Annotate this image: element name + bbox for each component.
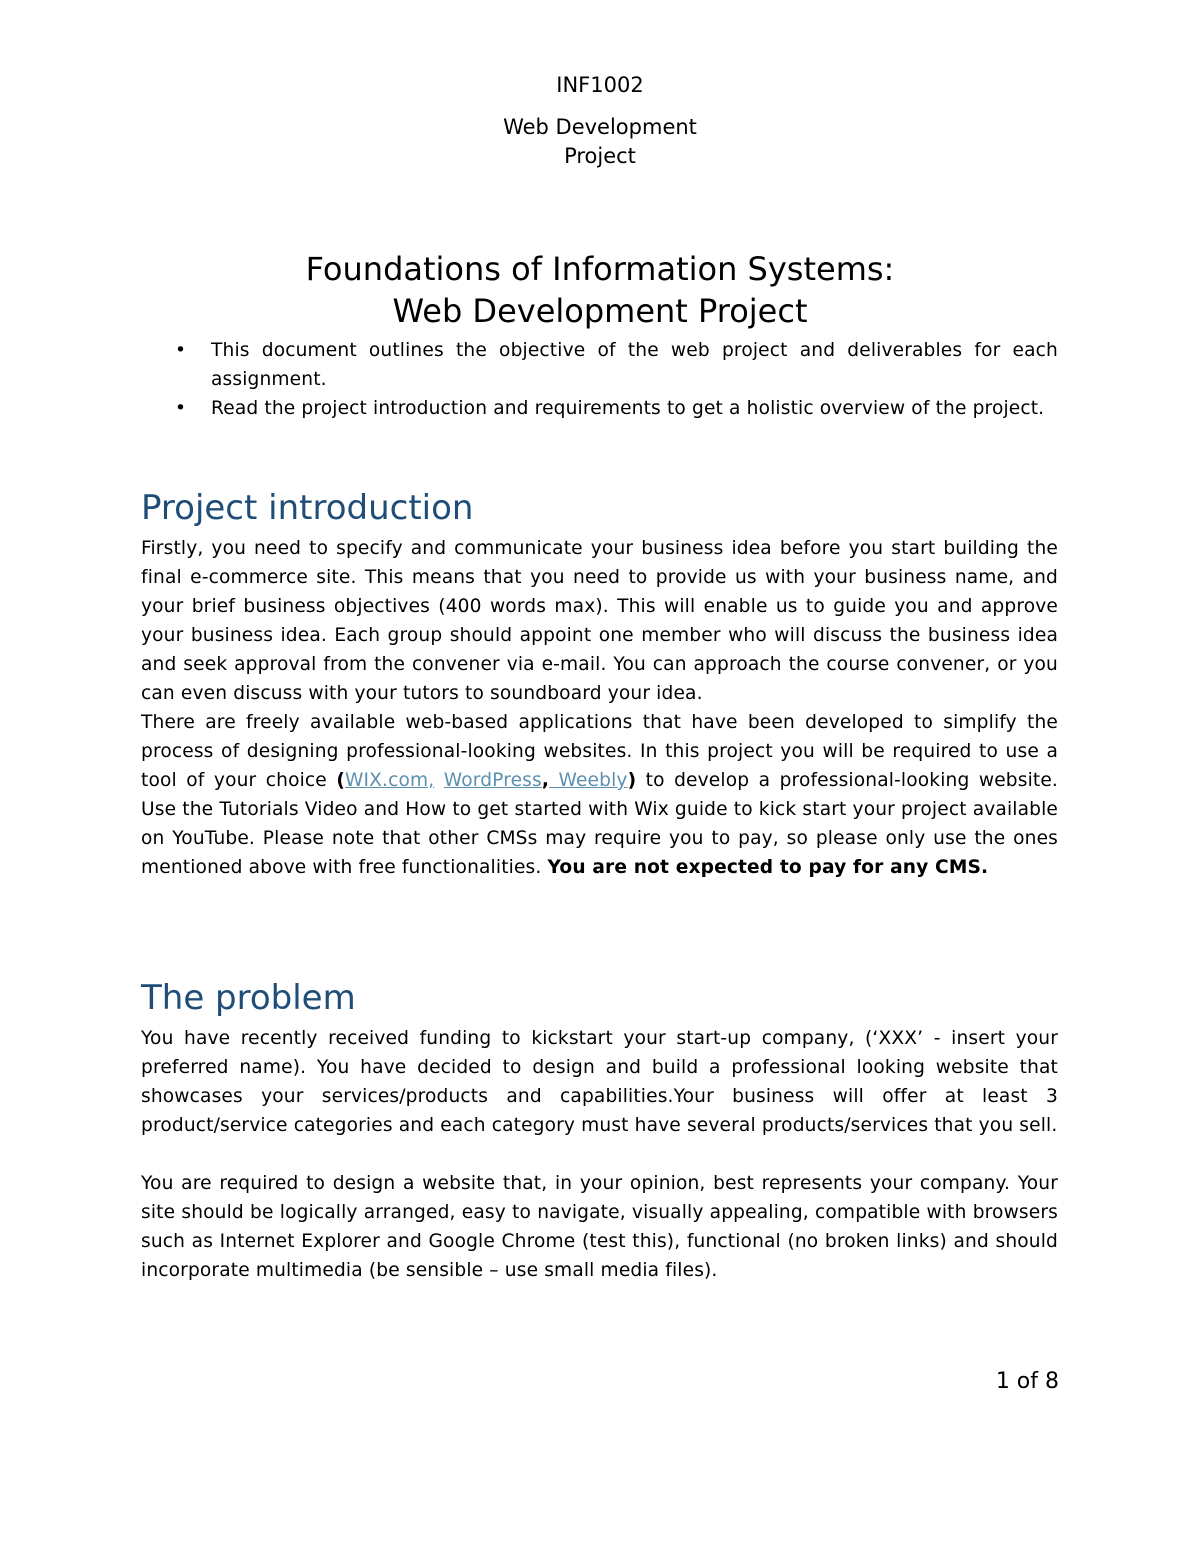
problem-paragraph-2: You are required to design a website that, in your opinion, best represents your company. Your site should be logically arranged, easy to navigate, visually appealing, compatible with browsers such as Internet Explorer and Google Chrome (test this), functional (no broken links) and should incorporate multimedia (be sensible – use small media files).: [141, 1173, 1058, 1281]
section-project-introduction: [141, 486, 1058, 882]
intro-paragraph-1: Firstly, you need to specify and communicate your business idea before you start building the final e-commerce site. This means that you need to provide us with your business name, and your brief business objectives (400 words max). This will enable us to guide you and approve your business idea. Each group should appoint one member who will discuss the business idea and seek approval from the convener via e-mail. You can approach the course convener, or you can even discuss with your tutors to soundboard your idea.: [141, 538, 1058, 704]
link-wix[interactable]: WIX.com,: [344, 770, 435, 791]
intro-paragraph-2: [141, 708, 1058, 882]
link-wordpress[interactable]: WordPress: [443, 770, 542, 791]
comma-separator: ,: [541, 770, 550, 791]
link-weebly[interactable]: Weebly: [549, 770, 628, 791]
course-code: INF1002: [556, 73, 644, 97]
bullet-text: This document outlines the objective of the web project and deliverables for each assignment.: [211, 340, 1058, 390]
paragraph-spacer: [141, 1140, 1058, 1169]
title-line-2: Web Development Project: [392, 292, 808, 330]
header-line-1: Web Development: [503, 115, 697, 139]
title-line-1: Foundations of Information Systems:: [305, 250, 895, 288]
overview-bullet-list: [141, 336, 1058, 423]
document-title: [0, 248, 1200, 332]
section-the-problem: [141, 976, 1058, 1285]
bullet-item: [141, 394, 1058, 423]
intro-paragraph-2-start: There are freely available web-based applications that have been developed to simplify the process of designing professional-looking websites. In this project you will be required to use a tool of your choice: [141, 712, 1058, 791]
bullet-icon: •: [175, 398, 187, 419]
open-paren: (: [336, 770, 345, 791]
header-line-2: Project: [564, 144, 636, 168]
section-heading-problem: The problem: [141, 978, 356, 1018]
page-number: 1 of 8: [995, 1369, 1059, 1394]
bullet-item: [141, 336, 1058, 394]
header-subtitle: [0, 113, 1200, 171]
intro-paragraph-2-end: to develop a professional-looking website. Use the Tutorials Video and How to get started with Wix guide to kick start your project available on YouTube. Please note that other CMSs may require you to pay, so please only use the ones mentioned above with free functionalities.: [141, 770, 1058, 878]
close-paren: ): [627, 770, 637, 791]
cms-payment-note: You are not expected to pay for any CMS.: [547, 857, 989, 878]
bullet-icon: •: [175, 340, 187, 361]
bullet-text: Read the project introduction and requirements to get a holistic overview of the project.: [211, 398, 1045, 419]
section-heading-introduction: Project introduction: [141, 488, 474, 528]
problem-paragraph-1: You have recently received funding to kickstart your start-up company, (‘XXX’ - insert your preferred name). You have decided to design and build a professional looking website that showcases your services/products and capabilities.Your business will offer at least 3 product/service categories and each category must have several products/services that you sell.: [141, 1028, 1058, 1136]
